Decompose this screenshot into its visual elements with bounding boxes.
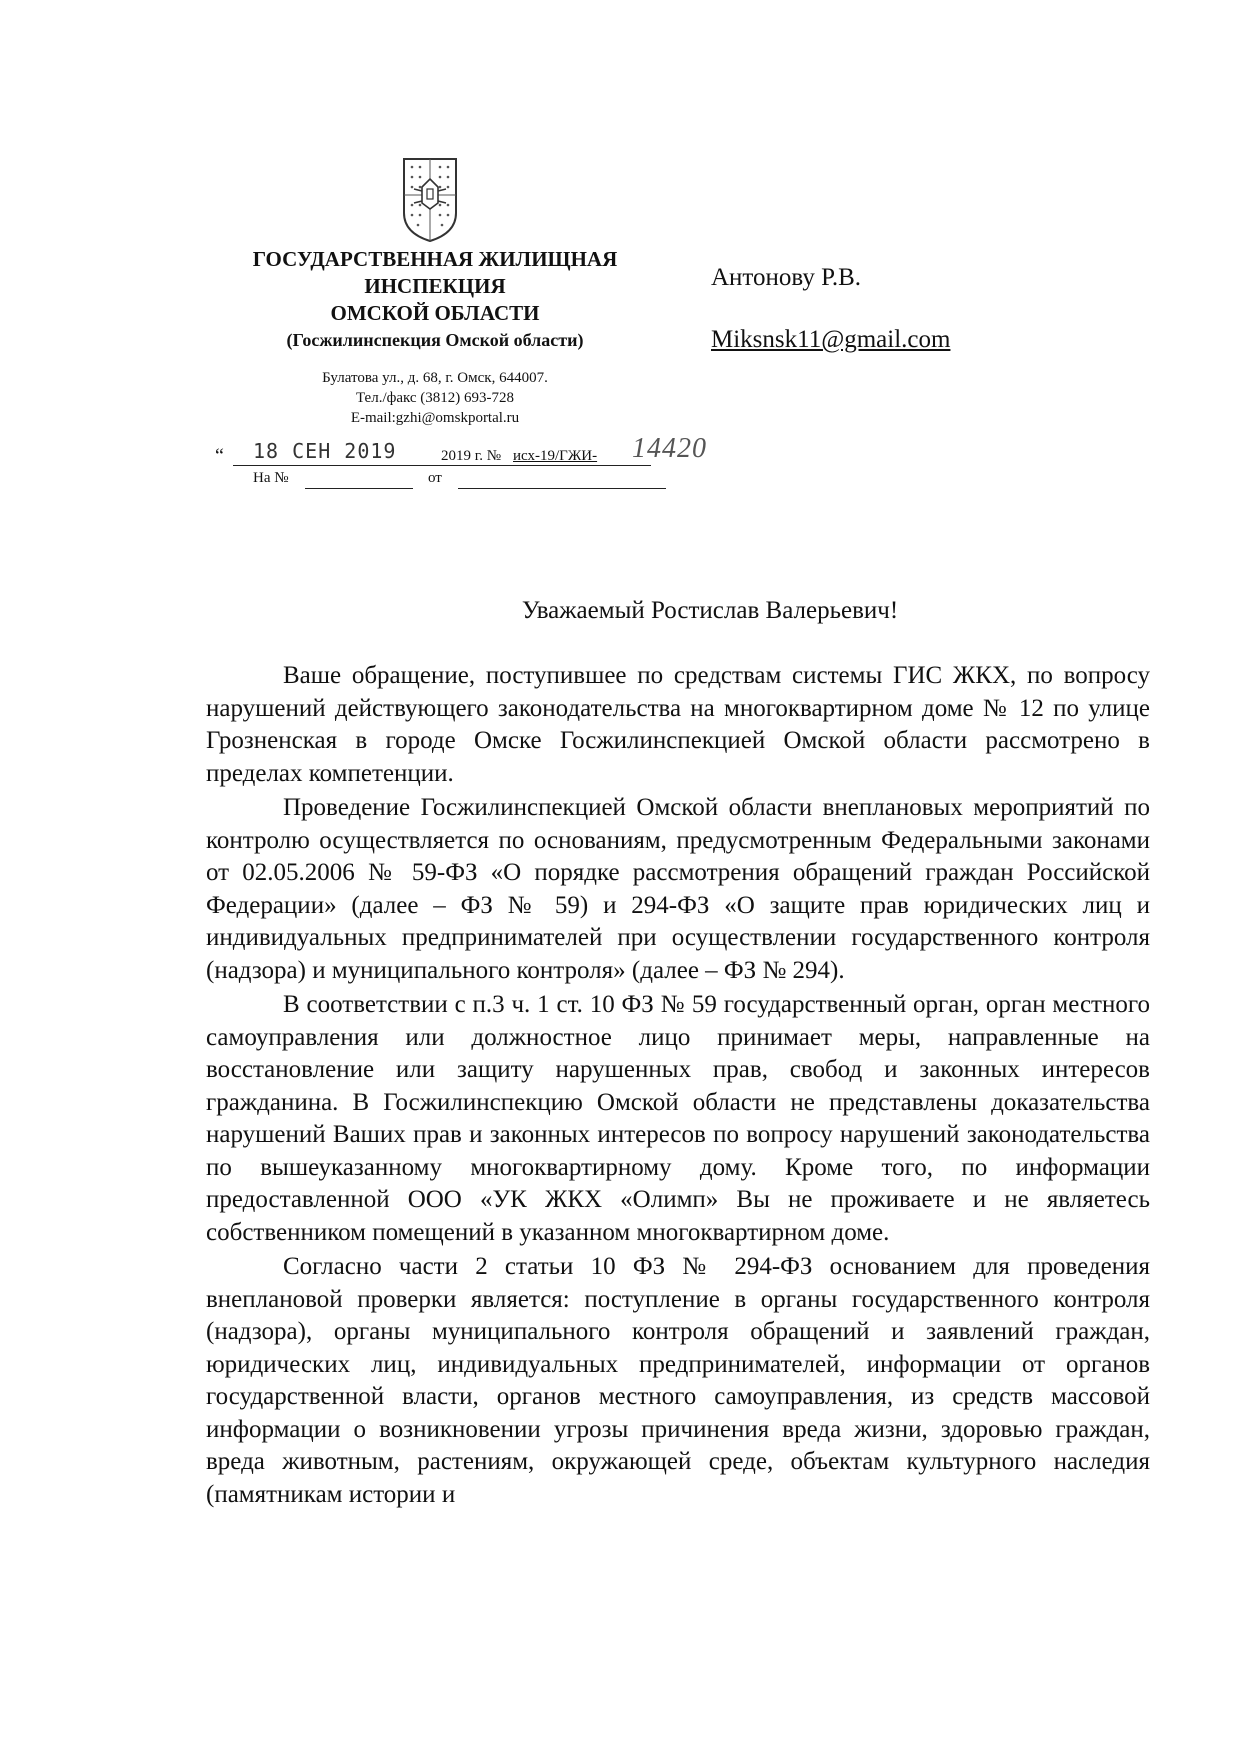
org-contacts: [230, 368, 640, 428]
registration-block: [215, 433, 735, 505]
letterhead: [230, 246, 640, 354]
paragraph: В соответствии с п.3 ч. 1 ст. 10 ФЗ № 59 государственный орган, орган местного самоуправления или должностное лицо принимает меры, направленные на восстановление или защиту нарушенных прав, свобод и законных интересов гражданина. В Госжилинспекцию Омской области не представлены доказательства нарушений Ваших прав и законных интересов по вопросу нарушений законодательства по вышеуказанному многоквартирному дому. Кроме того, по информации предоставленной ООО «УК ЖКХ «Олимп» Вы не проживаете и не являетесь собственником помещений в указанном многоквартирном доме.: [206, 991, 1150, 1246]
org-name-line-2: ИНСПЕКЦИЯ: [364, 274, 506, 298]
paragraph: Ваше обращение, поступившее по средствам системы ГИС ЖКХ, по вопросу нарушений действующего законодательства на многоквартирном доме № 12 по улице Грозненская в городе Омске Госжилинспекцией Омской области рассмотрено в пределах компетенции.: [206, 662, 1150, 787]
recipient-email: Miksnsk11@gmail.com: [711, 326, 951, 353]
paragraph: Проведение Госжилинспекцией Омской области внеплановых мероприятий по контролю осуществляется по основаниям, предусмотренным Федеральными законами от 02.05.2006 № 59-ФЗ «О порядке рассмотрения обращений граждан Российской Федерации» (далее – ФЗ № 59) и 294-ФЗ «О защите прав юридических лиц и индивидуальных предпринимателей при осуществлении государственного контроля (надзора) и муниципального контроля» (далее – ФЗ № 294).: [206, 794, 1150, 984]
greeting: Уважаемый Ростислав Валерьевич!: [521, 597, 899, 624]
coat-of-arms-icon: [400, 155, 460, 243]
reg-number-handwritten: 14420: [632, 433, 707, 464]
recipient-name: Антонову Р.В.: [711, 264, 862, 291]
org-name-line-3: ОМСКОЙ ОБЛАСТИ: [330, 301, 540, 325]
reply-date-label: от: [428, 470, 442, 486]
reply-to-underline: [305, 488, 413, 489]
reg-quote-mark: “: [215, 445, 224, 467]
paragraph: Согласно части 2 статьи 10 ФЗ № 294-ФЗ основанием для проведения внеплановой проверки является: поступление в органы государственного контроля (надзора), органы муниципального контроля обращений и заявлений граждан, юридических лиц, индивидуальных предпринимателей, информации от органов государственной власти, органов местного самоуправления, из средств массовой информации о возникновении угрозы причинения вреда жизни, здоровью граждан, вреда животным, растениям, окружающей среде, объектам культурного наследия (памятникам истории и: [206, 1253, 1150, 1508]
reply-date-underline: [458, 488, 666, 489]
org-email: E-mail:gzhi@omskportal.ru: [350, 410, 520, 426]
letter-body: [206, 660, 1150, 1511]
reg-date-stamp: 18 СЕН 2019: [253, 439, 397, 463]
org-phone: Тел./факс (3812) 693-728: [355, 390, 515, 406]
org-short-name: (Госжилинспекция Омской области): [286, 330, 584, 350]
reg-year: 2019 г. №: [441, 448, 502, 464]
reply-to-label: На №: [253, 470, 289, 486]
org-address: Булатова ул., д. 68, г. Омск, 644007.: [322, 370, 548, 386]
org-name-line-1: ГОСУДАРСТВЕННАЯ ЖИЛИЩНАЯ: [252, 247, 618, 271]
reg-underline: [233, 465, 651, 466]
reg-number-prefix: исх-19/ГЖИ-: [513, 448, 598, 464]
